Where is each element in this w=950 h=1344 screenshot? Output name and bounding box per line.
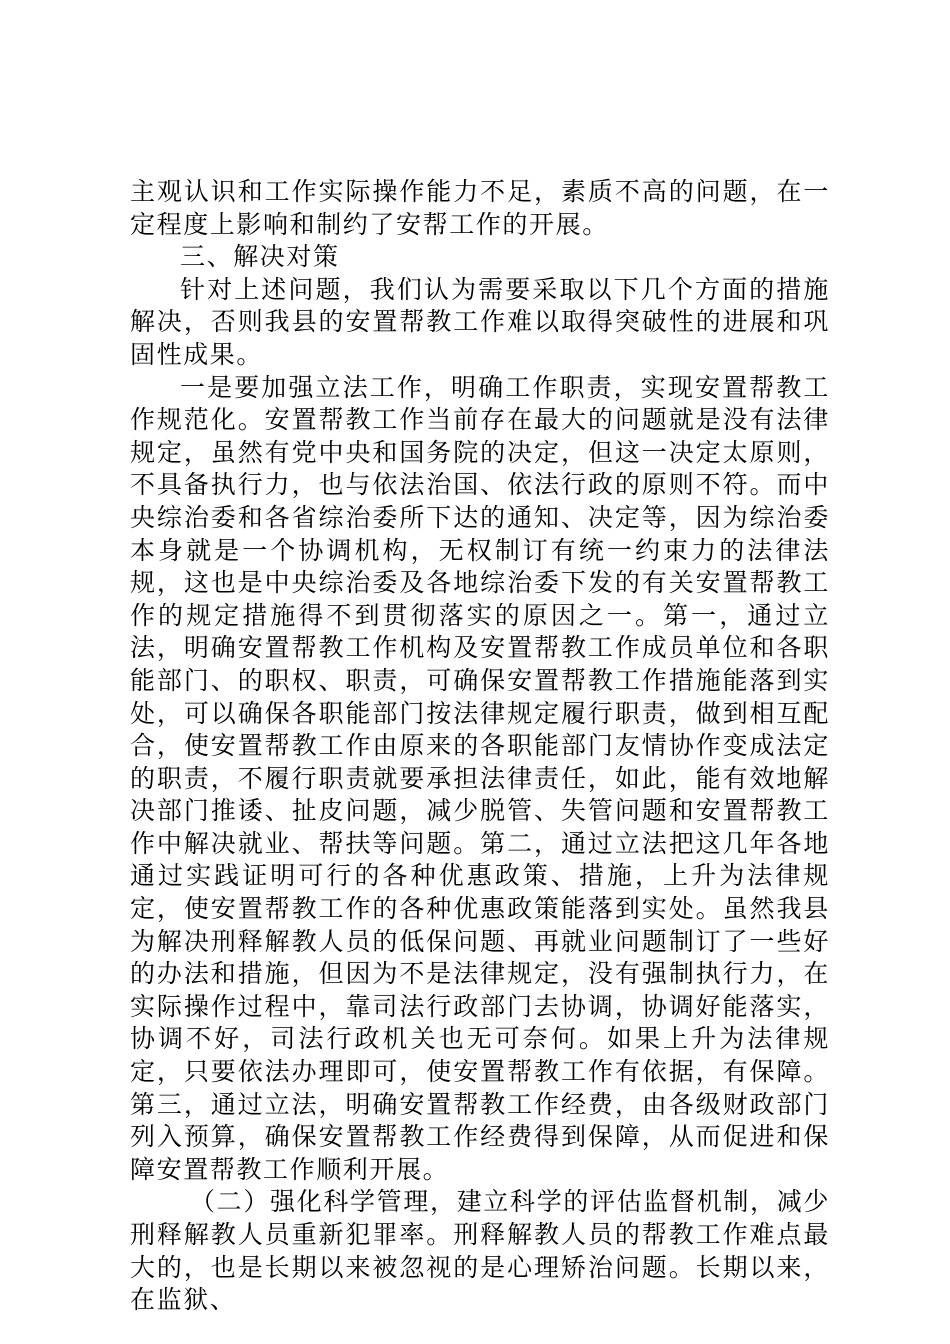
paragraph-continuation: 主观认识和工作实际操作能力不足，素质不高的问题，在一定程度上影响和制约了安帮工作的开展。 [130, 177, 830, 239]
paragraph-intro: 针对上述问题，我们认为需要采取以下几个方面的措施解决，否则我县的安置帮教工作难以取得突破性的进展和巩固性成果。 [130, 274, 830, 369]
paragraph-legislation: 一是要加强立法工作，明确工作职责，实现安置帮教工作规范化。安置帮教工作当前存在最大的问题就是没有法律规定，虽然有党中央和国务院的决定，但这一决定太原则，不具备执行力，也与依法治国、依法行政的原则不符。而中央综治委和各省综治委所下达的通知、决定等，因为综治委本身就是一个协调机构，无权制订有统一约束力的法律法规，这也是中央综治委及各地综治委下发的有关安置帮教工作的规定措施得不到贯彻落实的原因之一。第一，通过立法，明确安置帮教工作机构及安置帮教工作成员单位和各职能部门、的职权、职责，可确保安置帮教工作措施能落到实处，可以确保各职能部门按法律规定履行职责，做到相互配合，使安置帮教工作由原来的各职能部门友情协作变成法定的职责，不履行职责就要承担法律责任，如此，能有效地解决部门推诿、扯皮问题，减少脱管、失管问题和安置帮教工作中解决就业、帮扶等问题。第二，通过立法把这几年各地通过实践证明可行的各种优惠政策、措施，上升为法律规定，使安置帮教工作的各种优惠政策能落到实处。虽然我县为解决刑释解教人员的低保问题、再就业问题制订了一些好的办法和措施，但因为不是法律规定，没有强制执行力，在实际操作过程中，靠司法行政部门去协调，协调好能落实，协调不好，司法行政机关也无可奈何。如果上升为法律规定，只要依法办理即可，使安置帮教工作有依据，有保障。第三，通过立法，明确安置帮教工作经费，由各级财政部门列入预算，确保安置帮教工作经费得到保障，从而促进和保障安置帮教工作顺利开展。 [130, 372, 830, 1184]
document-body [130, 176, 830, 1317]
paragraph-management: （二）强化科学管理，建立科学的评估监督机制，减少刑释解教人员重新犯罪率。刑释解教人员的帮教工作难点最大的，也是长期以来被忽视的是心理矫治问题。长期以来，在监狱、 [130, 1187, 830, 1315]
section-heading-solutions: 三、解决对策 [180, 242, 340, 272]
